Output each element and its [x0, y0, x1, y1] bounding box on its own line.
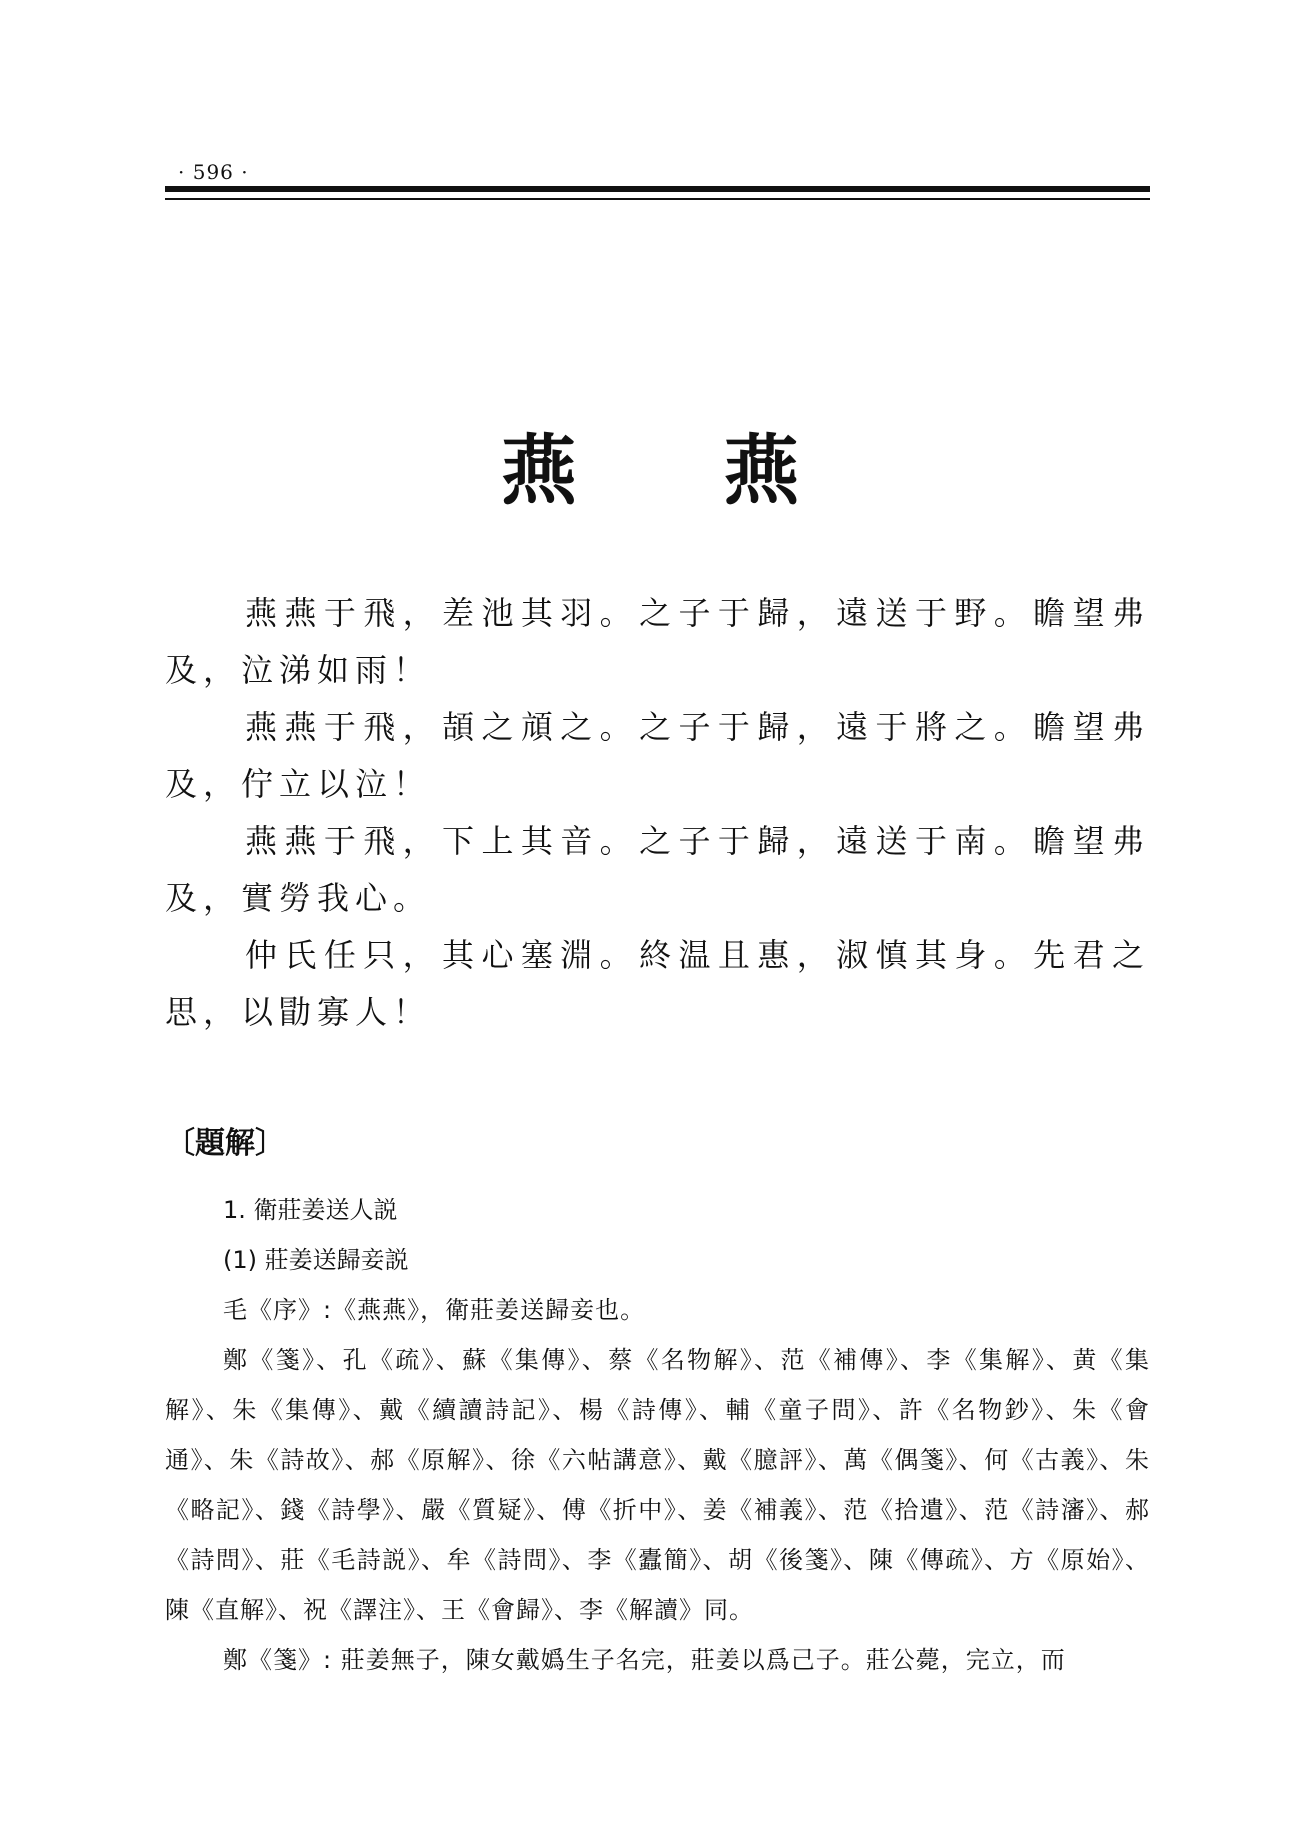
subheading-1: 1. 衛莊姜送人説 — [223, 1196, 398, 1224]
poem-stanza-1: 燕燕于飛，差池其羽。之子于歸，遠送于野。瞻望弗及，泣涕如雨！ — [165, 594, 1150, 689]
subheading-2: (1) 莊姜送歸妾説 — [223, 1246, 409, 1274]
poem-stanza-4: 仲氏任只，其心塞淵。終温且惠，淑慎其身。先君之思，以勖寡人！ — [165, 936, 1150, 1031]
header-rule-thick — [165, 186, 1150, 192]
header-rule-thin — [165, 198, 1150, 200]
poem-body — [165, 585, 1150, 1041]
poem-title: 燕 燕 — [500, 426, 860, 515]
commentary-paragraph-2: 鄭《箋》、孔《疏》、蘇《集傳》、蔡《名物解》、范《補傳》、李《集解》、黄《集解》、朱《集傳》、戴《續讀詩記》、楊《詩傳》、輔《童子問》、許《名物鈔》、朱《會通》、朱《詩故》、郝《原解》、徐《六帖講意》、戴《臆評》、萬《偶箋》、何《古義》、朱《略記》、錢《詩學》、嚴《質疑》、傅《折中》、姜《補義》、范《拾遺》、范《詩瀋》、郝《詩問》、莊《毛詩説》、牟《詩問》、李《蠹簡》、胡《後箋》、陳《傳疏》、方《原始》、陳《直解》、祝《譯注》、王《會歸》、李《解讀》同。 — [165, 1346, 1150, 1624]
page-number: · 596 · — [178, 160, 249, 184]
poem-stanza-3: 燕燕于飛，下上其音。之子于歸，遠送于南。瞻望弗及，實勞我心。 — [165, 822, 1150, 917]
section-heading: 〔題解〕 — [165, 1126, 285, 1161]
commentary-body — [165, 1185, 1150, 1685]
commentary-paragraph-1: 毛《序》:《燕燕》，衛莊姜送歸妾也。 — [223, 1296, 646, 1324]
poem-stanza-2: 燕燕于飛，頡之頏之。之子于歸，遠于將之。瞻望弗及，佇立以泣！ — [165, 708, 1150, 803]
commentary-paragraph-3: 鄭《箋》: 莊姜無子，陳女戴嬀生子名完，莊姜以爲己子。莊公薨，完立，而 — [223, 1646, 1066, 1674]
